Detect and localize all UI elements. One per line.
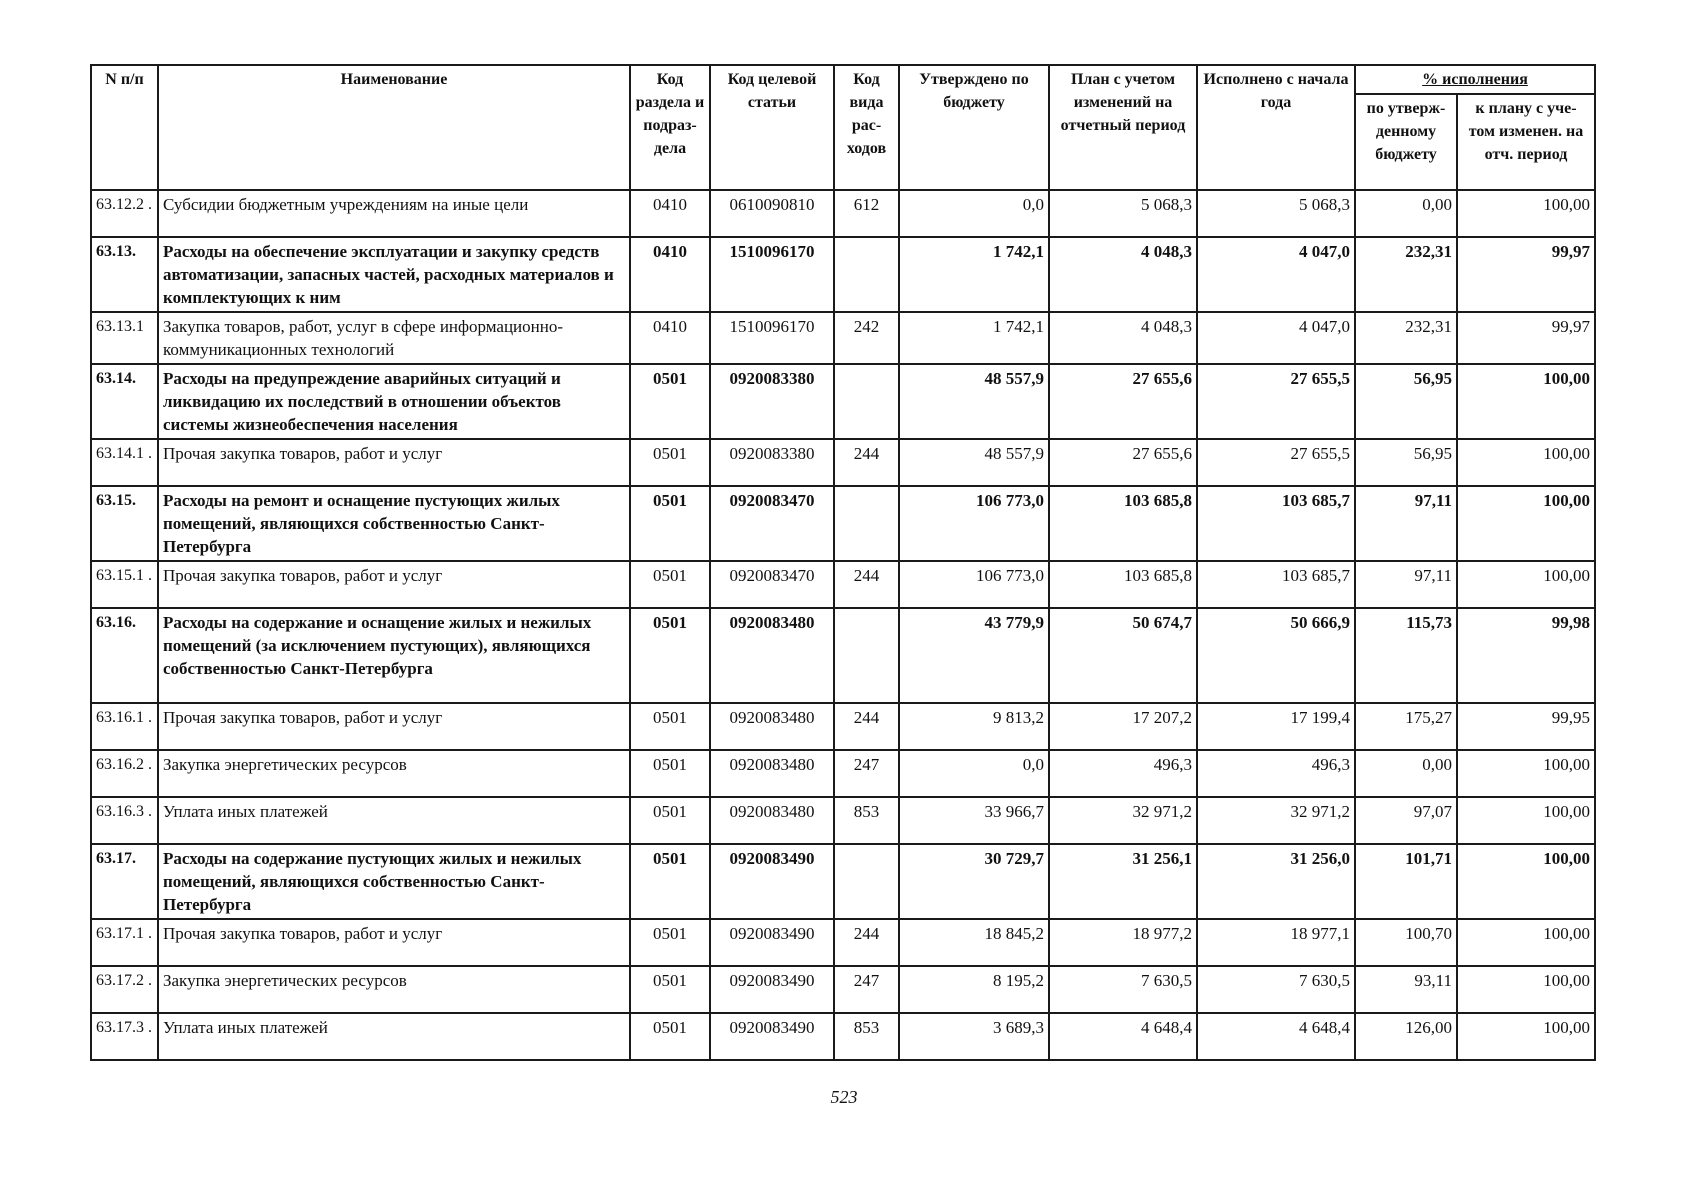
- table-row: [91, 1013, 1595, 1060]
- cell-section-code: 0501: [630, 703, 710, 750]
- cell-plan: 50 674,7: [1049, 608, 1197, 703]
- cell-target-code: 0920083490: [710, 966, 834, 1013]
- cell-target-code: 0920083380: [710, 439, 834, 486]
- cell-target-code: 0920083480: [710, 608, 834, 703]
- cell-target-code: 1510096170: [710, 312, 834, 364]
- cell-num: 63.14.1 .: [91, 439, 158, 486]
- cell-plan: 31 256,1: [1049, 844, 1197, 919]
- cell-plan: 32 971,2: [1049, 797, 1197, 844]
- cell-plan: 7 630,5: [1049, 966, 1197, 1013]
- cell-plan: 4 648,4: [1049, 1013, 1197, 1060]
- table-row: [91, 608, 1595, 703]
- cell-pct-plan: 100,00: [1457, 486, 1595, 561]
- cell-num: 63.15.1 .: [91, 561, 158, 608]
- cell-executed: 5 068,3: [1197, 190, 1355, 237]
- cell-section-code: 0410: [630, 237, 710, 312]
- cell-plan: 4 048,3: [1049, 312, 1197, 364]
- cell-executed: 17 199,4: [1197, 703, 1355, 750]
- cell-approved: 3 689,3: [899, 1013, 1049, 1060]
- cell-expense-code: [834, 237, 899, 312]
- cell-name: Уплата иных платежей: [158, 797, 630, 844]
- cell-pct-plan: 100,00: [1457, 966, 1595, 1013]
- table-row: [91, 364, 1595, 439]
- cell-num: 63.16.2 .: [91, 750, 158, 797]
- cell-section-code: 0410: [630, 190, 710, 237]
- header-executed: Исполнено с начала года: [1197, 65, 1355, 190]
- cell-target-code: 0920083490: [710, 844, 834, 919]
- cell-pct-budget: 101,71: [1355, 844, 1457, 919]
- cell-executed: 4 047,0: [1197, 237, 1355, 312]
- cell-section-code: 0501: [630, 919, 710, 966]
- table-row: [91, 750, 1595, 797]
- cell-pct-plan: 100,00: [1457, 190, 1595, 237]
- cell-approved: 0,0: [899, 190, 1049, 237]
- cell-expense-code: 612: [834, 190, 899, 237]
- cell-pct-plan: 100,00: [1457, 364, 1595, 439]
- cell-executed: 103 685,7: [1197, 561, 1355, 608]
- cell-target-code: 0920083380: [710, 364, 834, 439]
- cell-target-code: 0920083480: [710, 703, 834, 750]
- cell-expense-code: 244: [834, 561, 899, 608]
- cell-num: 63.16.1 .: [91, 703, 158, 750]
- cell-num: 63.14.: [91, 364, 158, 439]
- cell-section-code: 0501: [630, 439, 710, 486]
- cell-approved: 8 195,2: [899, 966, 1049, 1013]
- cell-pct-plan: 100,00: [1457, 750, 1595, 797]
- cell-section-code: 0501: [630, 844, 710, 919]
- cell-approved: 48 557,9: [899, 364, 1049, 439]
- table-row: [91, 919, 1595, 966]
- cell-pct-plan: 100,00: [1457, 844, 1595, 919]
- cell-pct-budget: 97,11: [1355, 561, 1457, 608]
- cell-name: Субсидии бюджетным учреждениям на иные цели: [158, 190, 630, 237]
- cell-executed: 496,3: [1197, 750, 1355, 797]
- cell-pct-budget: 232,31: [1355, 237, 1457, 312]
- cell-expense-code: [834, 486, 899, 561]
- cell-num: 63.17.1 .: [91, 919, 158, 966]
- table-row: [91, 561, 1595, 608]
- cell-approved: 106 773,0: [899, 561, 1049, 608]
- table-row: [91, 486, 1595, 561]
- cell-pct-plan: 99,95: [1457, 703, 1595, 750]
- header-plan: План с учетом изменений на отчетный период: [1049, 65, 1197, 190]
- cell-num: 63.17.: [91, 844, 158, 919]
- cell-name: Закупка энергетических ресурсов: [158, 750, 630, 797]
- cell-name: Уплата иных платежей: [158, 1013, 630, 1060]
- cell-pct-plan: 100,00: [1457, 1013, 1595, 1060]
- cell-pct-budget: 232,31: [1355, 312, 1457, 364]
- cell-section-code: 0501: [630, 608, 710, 703]
- cell-expense-code: [834, 608, 899, 703]
- table-row: [91, 312, 1595, 364]
- header-expense-code: Код вида рас- ходов: [834, 65, 899, 190]
- cell-name: Прочая закупка товаров, работ и услуг: [158, 561, 630, 608]
- cell-target-code: 0920083480: [710, 797, 834, 844]
- cell-pct-budget: 175,27: [1355, 703, 1457, 750]
- header-section-code: Код раздела и подраз- дела: [630, 65, 710, 190]
- cell-expense-code: 853: [834, 797, 899, 844]
- cell-approved: 43 779,9: [899, 608, 1049, 703]
- table-row: [91, 703, 1595, 750]
- cell-name: Расходы на содержание и оснащение жилых и нежилых помещений (за исключением пустующих), являющихся собственностью Санкт-Петербурга: [158, 608, 630, 703]
- cell-executed: 27 655,5: [1197, 364, 1355, 439]
- cell-pct-budget: 115,73: [1355, 608, 1457, 703]
- cell-pct-plan: 100,00: [1457, 797, 1595, 844]
- cell-pct-plan: 100,00: [1457, 439, 1595, 486]
- cell-approved: 30 729,7: [899, 844, 1049, 919]
- header-num: N п/п: [91, 65, 158, 190]
- header-pct-budget: по утверж- денному бюджету: [1355, 94, 1457, 190]
- cell-approved: 9 813,2: [899, 703, 1049, 750]
- cell-pct-budget: 97,11: [1355, 486, 1457, 561]
- cell-expense-code: 853: [834, 1013, 899, 1060]
- cell-target-code: 0920083490: [710, 1013, 834, 1060]
- cell-expense-code: [834, 844, 899, 919]
- cell-num: 63.16.3 .: [91, 797, 158, 844]
- cell-section-code: 0501: [630, 364, 710, 439]
- cell-section-code: 0410: [630, 312, 710, 364]
- cell-pct-plan: 100,00: [1457, 919, 1595, 966]
- budget-execution-table: [90, 64, 1596, 1061]
- cell-name: Расходы на ремонт и оснащение пустующих жилых помещений, являющихся собственностью Санкт-Петербурга: [158, 486, 630, 561]
- cell-target-code: 0610090810: [710, 190, 834, 237]
- cell-executed: 18 977,1: [1197, 919, 1355, 966]
- cell-section-code: 0501: [630, 797, 710, 844]
- cell-target-code: 0920083480: [710, 750, 834, 797]
- cell-executed: 31 256,0: [1197, 844, 1355, 919]
- cell-executed: 4 047,0: [1197, 312, 1355, 364]
- cell-approved: 106 773,0: [899, 486, 1049, 561]
- page-number: 523: [830, 1087, 858, 1107]
- cell-name: Расходы на предупреждение аварийных ситуаций и ликвидацию их последствий в отношении объектов системы жизнеобеспечения населения: [158, 364, 630, 439]
- cell-expense-code: 242: [834, 312, 899, 364]
- cell-target-code: 0920083470: [710, 561, 834, 608]
- cell-pct-plan: 100,00: [1457, 561, 1595, 608]
- table-header: [91, 65, 1595, 190]
- cell-num: 63.16.: [91, 608, 158, 703]
- cell-expense-code: 244: [834, 919, 899, 966]
- cell-plan: 17 207,2: [1049, 703, 1197, 750]
- cell-pct-plan: 99,97: [1457, 237, 1595, 312]
- cell-name: Расходы на содержание пустующих жилых и нежилых помещений, являющихся собственностью Санкт-Петербурга: [158, 844, 630, 919]
- table-body: [91, 190, 1595, 1060]
- cell-pct-budget: 0,00: [1355, 190, 1457, 237]
- cell-num: 63.12.2 .: [91, 190, 158, 237]
- cell-plan: 103 685,8: [1049, 561, 1197, 608]
- cell-approved: 48 557,9: [899, 439, 1049, 486]
- cell-plan: 18 977,2: [1049, 919, 1197, 966]
- cell-name: Прочая закупка товаров, работ и услуг: [158, 919, 630, 966]
- cell-section-code: 0501: [630, 966, 710, 1013]
- cell-approved: 1 742,1: [899, 237, 1049, 312]
- cell-pct-budget: 97,07: [1355, 797, 1457, 844]
- cell-num: 63.15.: [91, 486, 158, 561]
- cell-expense-code: 247: [834, 750, 899, 797]
- table-row: [91, 966, 1595, 1013]
- cell-name: Прочая закупка товаров, работ и услуг: [158, 439, 630, 486]
- header-pct-plan: к плану с уче- том изменен. на отч. период: [1457, 94, 1595, 190]
- cell-num: 63.17.3 .: [91, 1013, 158, 1060]
- cell-pct-plan: 99,97: [1457, 312, 1595, 364]
- cell-plan: 5 068,3: [1049, 190, 1197, 237]
- cell-section-code: 0501: [630, 750, 710, 797]
- cell-name: Прочая закупка товаров, работ и услуг: [158, 703, 630, 750]
- cell-executed: 103 685,7: [1197, 486, 1355, 561]
- header-approved: Утверждено по бюджету: [899, 65, 1049, 190]
- cell-name: Закупка энергетических ресурсов: [158, 966, 630, 1013]
- cell-name: Расходы на обеспечение эксплуатации и закупку средств автоматизации, запасных частей, расходных материалов и комплектующих к ним: [158, 237, 630, 312]
- header-name: Наименование: [158, 65, 630, 190]
- cell-plan: 103 685,8: [1049, 486, 1197, 561]
- table-row: [91, 237, 1595, 312]
- cell-pct-budget: 0,00: [1355, 750, 1457, 797]
- header-pct-group: % исполнения: [1355, 65, 1595, 94]
- cell-pct-budget: 126,00: [1355, 1013, 1457, 1060]
- cell-executed: 7 630,5: [1197, 966, 1355, 1013]
- cell-section-code: 0501: [630, 486, 710, 561]
- cell-pct-budget: 56,95: [1355, 364, 1457, 439]
- cell-target-code: 0920083470: [710, 486, 834, 561]
- table-row: [91, 439, 1595, 486]
- cell-pct-plan: 99,98: [1457, 608, 1595, 703]
- header-target-code: Код целевой статьи: [710, 65, 834, 190]
- cell-plan: 27 655,6: [1049, 364, 1197, 439]
- cell-expense-code: 244: [834, 439, 899, 486]
- cell-plan: 496,3: [1049, 750, 1197, 797]
- cell-target-code: 0920083490: [710, 919, 834, 966]
- cell-section-code: 0501: [630, 561, 710, 608]
- cell-approved: 18 845,2: [899, 919, 1049, 966]
- cell-pct-budget: 93,11: [1355, 966, 1457, 1013]
- cell-executed: 50 666,9: [1197, 608, 1355, 703]
- cell-expense-code: [834, 364, 899, 439]
- table-row: [91, 797, 1595, 844]
- cell-pct-budget: 56,95: [1355, 439, 1457, 486]
- cell-plan: 4 048,3: [1049, 237, 1197, 312]
- cell-executed: 4 648,4: [1197, 1013, 1355, 1060]
- cell-plan: 27 655,6: [1049, 439, 1197, 486]
- cell-expense-code: 244: [834, 703, 899, 750]
- table-row: [91, 844, 1595, 919]
- cell-executed: 32 971,2: [1197, 797, 1355, 844]
- cell-approved: 1 742,1: [899, 312, 1049, 364]
- cell-target-code: 1510096170: [710, 237, 834, 312]
- cell-approved: 0,0: [899, 750, 1049, 797]
- table-row: [91, 190, 1595, 237]
- cell-name: Закупка товаров, работ, услуг в сфере информационно-коммуникационных технологий: [158, 312, 630, 364]
- cell-pct-budget: 100,70: [1355, 919, 1457, 966]
- cell-approved: 33 966,7: [899, 797, 1049, 844]
- cell-expense-code: 247: [834, 966, 899, 1013]
- cell-num: 63.13.1: [91, 312, 158, 364]
- cell-num: 63.17.2 .: [91, 966, 158, 1013]
- cell-section-code: 0501: [630, 1013, 710, 1060]
- cell-num: 63.13.: [91, 237, 158, 312]
- cell-executed: 27 655,5: [1197, 439, 1355, 486]
